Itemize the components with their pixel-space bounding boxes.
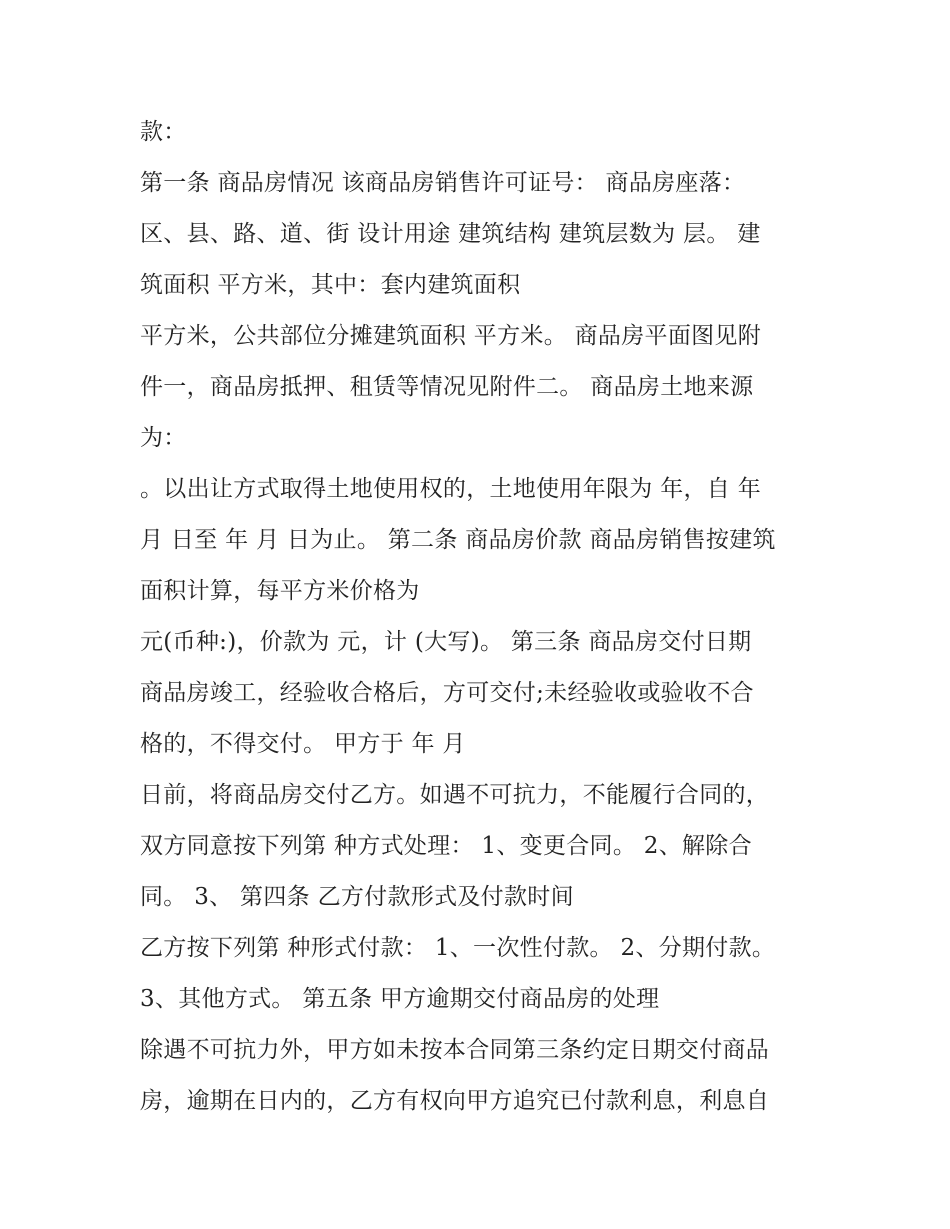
text-line: 日前，将商品房交付乙方。如遇不可抗力，不能履行合同的， — [140, 782, 770, 808]
text-line: 3、其他方式。 第五条 甲方逾期交付商品房的处理 — [140, 986, 660, 1012]
text-line: 件一，商品房抵押、租赁等情况见附件二。 商品房土地来源 — [140, 374, 754, 400]
text-line: 除遇不可抗力外，甲方如未按本合同第三条约定日期交付商品 — [140, 1037, 770, 1063]
text-line: 同。 3、 第四条 乙方付款形式及付款时间 — [140, 884, 574, 910]
text-line: 筑面积 平方米，其中：套内建筑面积 — [140, 272, 521, 298]
text-line: 房，逾期在日内的，乙方有权向甲方追究已付款利息，利息自 — [140, 1088, 770, 1114]
text-line: 月 日至 年 月 日为止。 第二条 商品房价款 商品房销售按建筑 — [140, 527, 776, 553]
text-line: 第一条 商品房情况 该商品房销售许可证号： 商品房座落： — [140, 170, 746, 196]
text-line: 格的，不得交付。 甲方于 年 月 — [140, 731, 466, 757]
text-line: 为： — [140, 425, 187, 451]
text-line: 乙方按下列第 种形式付款： 1、一次性付款。 2、分期付款。 — [140, 935, 776, 961]
text-line: 。以出让方式取得土地使用权的，土地使用年限为 年，自 年 — [140, 476, 762, 502]
document-body — [140, 107, 820, 1127]
text-line: 面积计算，每平方米价格为 — [140, 578, 420, 604]
text-line: 区、县、路、道、街 设计用途 建筑结构 建筑层数为 层。 建 — [140, 221, 761, 247]
text-line: 平方米，公共部位分摊建筑面积 平方米。 商品房平面图见附 — [140, 323, 762, 349]
text-line: 款： — [140, 119, 187, 145]
text-line: 商品房竣工，经验收合格后，方可交付;未经验收或验收不合 — [140, 680, 754, 706]
text-line: 双方同意按下列第 种方式处理： 1、变更合同。 2、解除合 — [140, 833, 752, 859]
text-line: 元(币种:)，价款为 元，计 (大写)。 第三条 商品房交付日期 — [140, 629, 752, 655]
